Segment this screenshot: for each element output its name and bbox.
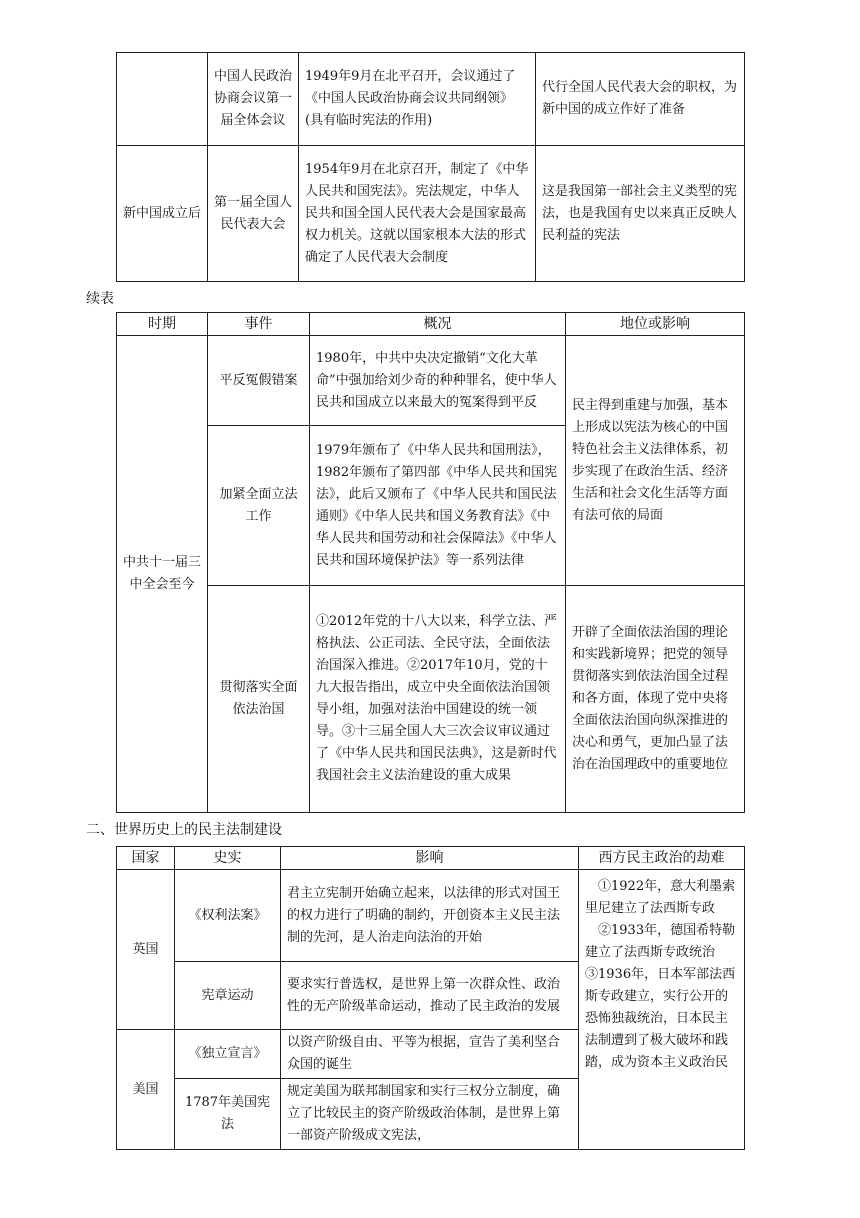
impact-cell: 代行全国人民代表大会的职权，为新中国的成立作好了准备: [536, 53, 745, 146]
header-disaster: 西方民主政治的劫难: [579, 847, 745, 870]
table-row: [117, 336, 745, 426]
table-row: [117, 146, 745, 282]
continued-label: 续表: [86, 291, 114, 307]
table-header-row: [117, 847, 745, 870]
header-event: 事件: [208, 313, 310, 336]
table-row: [117, 586, 745, 813]
header-impact: 地位或影响: [566, 313, 745, 336]
disaster-item: ①1922年，意大利墨索里尼建立了法西斯专政: [585, 879, 736, 916]
country-cell: 美国: [117, 1030, 175, 1150]
impact-cell: 君主立宪制开始确立起来，以法律的形式对国王的权力进行了明确的制约，开创资本主义民主法制的先河，是人治走向法治的开始: [281, 870, 579, 962]
table-row: [117, 53, 745, 146]
impact-cell: 这是我国第一部社会主义类型的宪法，也是我国有史以来真正反映人民利益的宪法: [536, 146, 745, 282]
fact-cell: 宪章运动: [175, 962, 281, 1030]
table-row: [117, 870, 745, 962]
impact-cell: 以资产阶级自由、平等为根据，宣告了美利坚合众国的诞生: [281, 1030, 579, 1079]
period-cell: 中共十一届三中全会至今: [117, 336, 208, 813]
header-impact: 影响: [281, 847, 579, 870]
summary-cell: 1954年9月在北京召开，制定了《中华人民共和国宪法》。宪法规定，中华人民共和国全国人民代表大会是国家最高权力机关。这就以国家根本大法的形式确定了人民代表大会制度: [299, 146, 536, 282]
disaster-item: ②1933年，德国希特勒建立了法西斯专政统治: [585, 923, 736, 960]
fact-cell: 《独立宣言》: [175, 1030, 281, 1079]
period-cell: [117, 53, 208, 146]
impact-cell: 开辟了全面依法治国的理论和实践新境界；把党的领导贯彻落实到依法治国全过程和各方面，体现了党中央将全面依法治国向纵深推进的决心和勇气，更加凸显了法治在治国理政中的重要地位: [566, 586, 745, 813]
table-bottom: [116, 846, 745, 1150]
disaster-item: ③1936年，日本军部法西斯专政建立，实行公开的恐怖独裁统治，日本民主法制遭到了极大破坏和践踏，成为资本主义政治民: [585, 967, 736, 1070]
fact-cell: 1787年美国宪法: [175, 1079, 281, 1150]
summary-cell: 1980年，中共中央决定撤销“文化大革命”中强加给刘少奇的种种罪名，使中华人民共和国成立以来最大的冤案得到平反: [310, 336, 566, 426]
header-summary: 概况: [310, 313, 566, 336]
table-header-row: [117, 313, 745, 336]
period-cell: 新中国成立后: [117, 146, 208, 282]
summary-cell: ①2012年党的十八大以来，科学立法、严格执法、公正司法、全民守法，全面依法治国深入推进。②2017年10月，党的十九大报告指出，成立中央全面依法治国领导小组，加强对法治中国建设的统一领导。③十三届全国人大三次会议审议通过了《中华人民共和国民法典》，这是新时代我国社会主义法治建设的重大成果: [310, 586, 566, 813]
event-cell: 加紧全面立法工作: [208, 426, 310, 586]
header-period: 时期: [117, 313, 208, 336]
fact-cell: 《权利法案》: [175, 870, 281, 962]
event-cell: 平反冤假错案: [208, 336, 310, 426]
country-cell: 英国: [117, 870, 175, 1030]
header-country: 国家: [117, 847, 175, 870]
event-cell: 第一届全国人民代表大会: [208, 146, 299, 282]
event-cell: 中国人民政治协商会议第一届全体会议: [208, 53, 299, 146]
impact-cell: 要求实行普选权，是世界上第一次群众性、政治性的无产阶级革命运动，推动了民主政治的发展: [281, 962, 579, 1030]
table-top: [116, 52, 745, 282]
disaster-cell: [579, 870, 745, 1150]
section-title: 二、世界历史上的民主法制建设: [86, 822, 282, 838]
summary-cell: 1979年颁布了《中华人民共和国刑法》，1982年颁布了第四部《中华人民共和国宪法》，此后又颁布了《中华人民共和国民法通则》《中华人民共和国义务教育法》《中华人民共和国劳动和社会保障法》《中华人民共和国环境保护法》等一系列法律: [310, 426, 566, 586]
table-mid: [116, 312, 745, 813]
event-cell: 贯彻落实全面依法治国: [208, 586, 310, 813]
impact-cell: 民主得到重建与加强，基本上形成以宪法为核心的中国特色社会主义法律体系，初步实现了在政治生活、经济生活和社会文化生活等方面有法可依的局面: [566, 336, 745, 586]
header-fact: 史实: [175, 847, 281, 870]
summary-cell: 1949年9月在北平召开，会议通过了《中国人民政治协商会议共同纲领》(具有临时宪法的作用): [299, 53, 536, 146]
impact-cell: 规定美国为联邦制国家和实行三权分立制度，确立了比较民主的资产阶级政治体制，是世界上第一部资产阶级成文宪法，: [281, 1079, 579, 1150]
